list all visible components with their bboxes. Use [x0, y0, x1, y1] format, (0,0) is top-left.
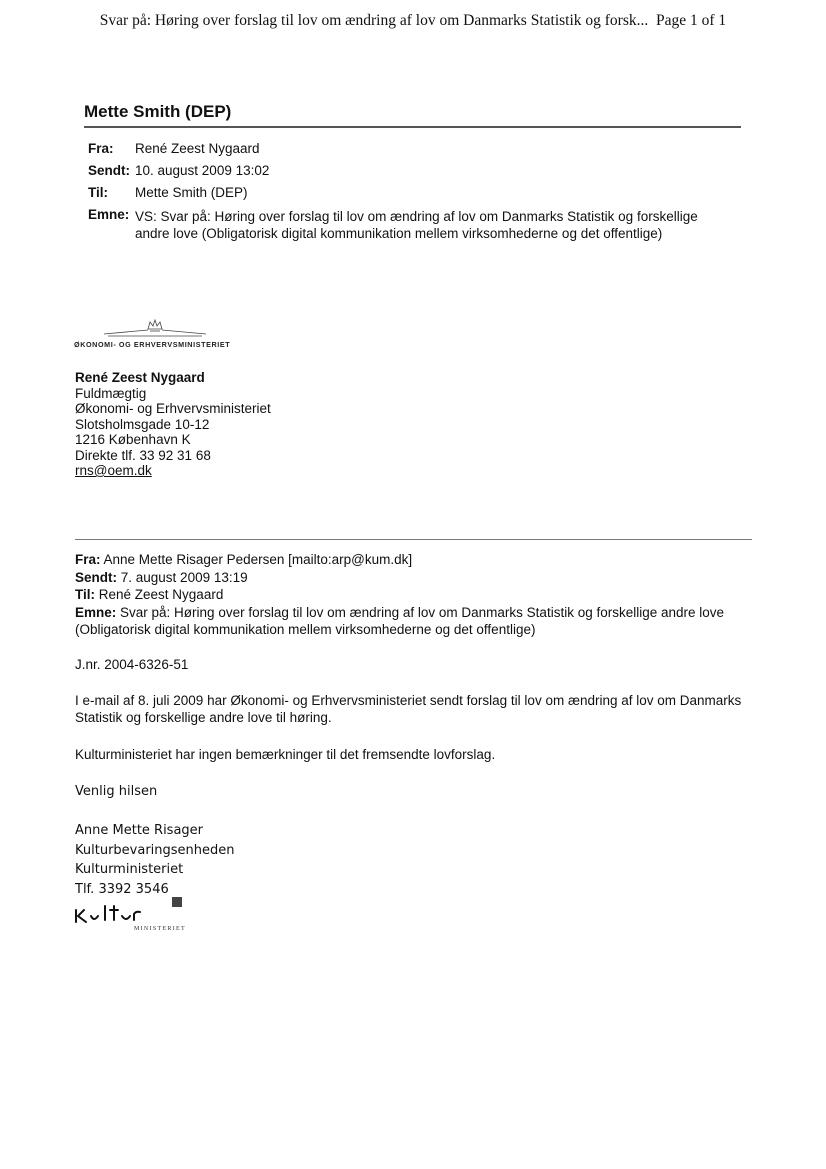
- from-label: Fra:: [88, 141, 114, 156]
- signature-street: Slotsholmsgade 10-12: [75, 416, 210, 432]
- header-divider: [84, 126, 741, 128]
- body-paragraph-2: Kulturministeriet har ingen bemærkninger til det fremsendte lovforslag.: [75, 747, 496, 762]
- crest-icon: [172, 897, 182, 907]
- print-header: [0, 12, 826, 30]
- sent-value: 10. august 2009 13:02: [135, 163, 270, 178]
- crown-icon: [74, 318, 254, 354]
- subject-value: VS: Svar på: Høring over forslag til lov om ændring af lov om Danmarks Statistik og forskellige andre love (Obligatorisk digital kommunikation mellem virksomhederne og det offentlige): [135, 209, 698, 241]
- print-header-page: Page 1 of 1: [656, 12, 727, 29]
- from-value: René Zeest Nygaard: [135, 141, 260, 156]
- fwd-subject-value: Svar på: Høring over forslag til lov om ændring af lov om Danmarks Statistik og forskellige andre love (Obligatorisk digital kommunikation mellem virksomhederne og det offentlige): [75, 604, 725, 637]
- mailbox-owner: Mette Smith (DEP): [84, 102, 232, 121]
- fwd-to-value: René Zeest Nygaard: [98, 587, 224, 602]
- fwd-sent-value: 7. august 2009 13:19: [120, 569, 248, 585]
- signature-org: Økonomi- og Erhvervsministeriet: [75, 401, 271, 416]
- kulturministeriet-logo: [74, 896, 244, 936]
- signature-block: [75, 370, 271, 479]
- signature2-block: [75, 821, 235, 899]
- subject-label: Emne:: [88, 207, 130, 222]
- fwd-from-value: Anne Mette Risager Pedersen [mailto:arp@kum.dk]: [103, 552, 413, 567]
- signature-city: 1216 København K: [75, 432, 191, 447]
- signature-phone: Direkte tlf. 33 92 31 68: [75, 447, 211, 463]
- body-paragraph-1: I e-mail af 8. juli 2009 har Økonomi- og Erhvervsministeriet sendt forslag til lov om ændring af lov om Danmarks Statistik og forskellige andre love til høring.: [75, 693, 742, 725]
- sent-label: Sendt:: [88, 163, 130, 178]
- fwd-subject-label: Emne:: [75, 604, 117, 620]
- to-label: Til:: [88, 185, 108, 200]
- to-value: Mette Smith (DEP): [135, 185, 248, 200]
- signature2-phone: Tlf. 3392 3546: [75, 881, 169, 897]
- signature-title: Fuldmægtig: [75, 385, 147, 401]
- signature2-unit: Kulturbevaringsenheden: [75, 842, 235, 858]
- forward-divider: [75, 539, 752, 540]
- forwarded-header: [75, 551, 765, 639]
- journal-number: J.nr. 2004-6326-51: [75, 657, 189, 672]
- print-header-title: Svar på: Høring over forslag til lov om ændring af lov om Danmarks Statistik og forsk...: [99, 12, 649, 29]
- fwd-sent-label: Sendt:: [75, 569, 117, 585]
- signature2-name: Anne Mette Risager: [75, 823, 204, 838]
- fwd-from-label: Fra:: [75, 552, 101, 567]
- signature2-org: Kulturministeriet: [75, 862, 184, 877]
- logo1-text: ØKONOMI- OG ERHVERVSMINISTERIET: [74, 340, 231, 349]
- signature-name: René Zeest Nygaard: [75, 370, 205, 385]
- signature-email-link[interactable]: rns@oem.dk: [75, 463, 152, 478]
- fwd-to-label: Til:: [75, 587, 95, 602]
- greeting: Venlig hilsen: [75, 784, 158, 799]
- ministry-logo: [74, 318, 254, 354]
- logo2-subtext: MINISTERIET: [134, 926, 186, 932]
